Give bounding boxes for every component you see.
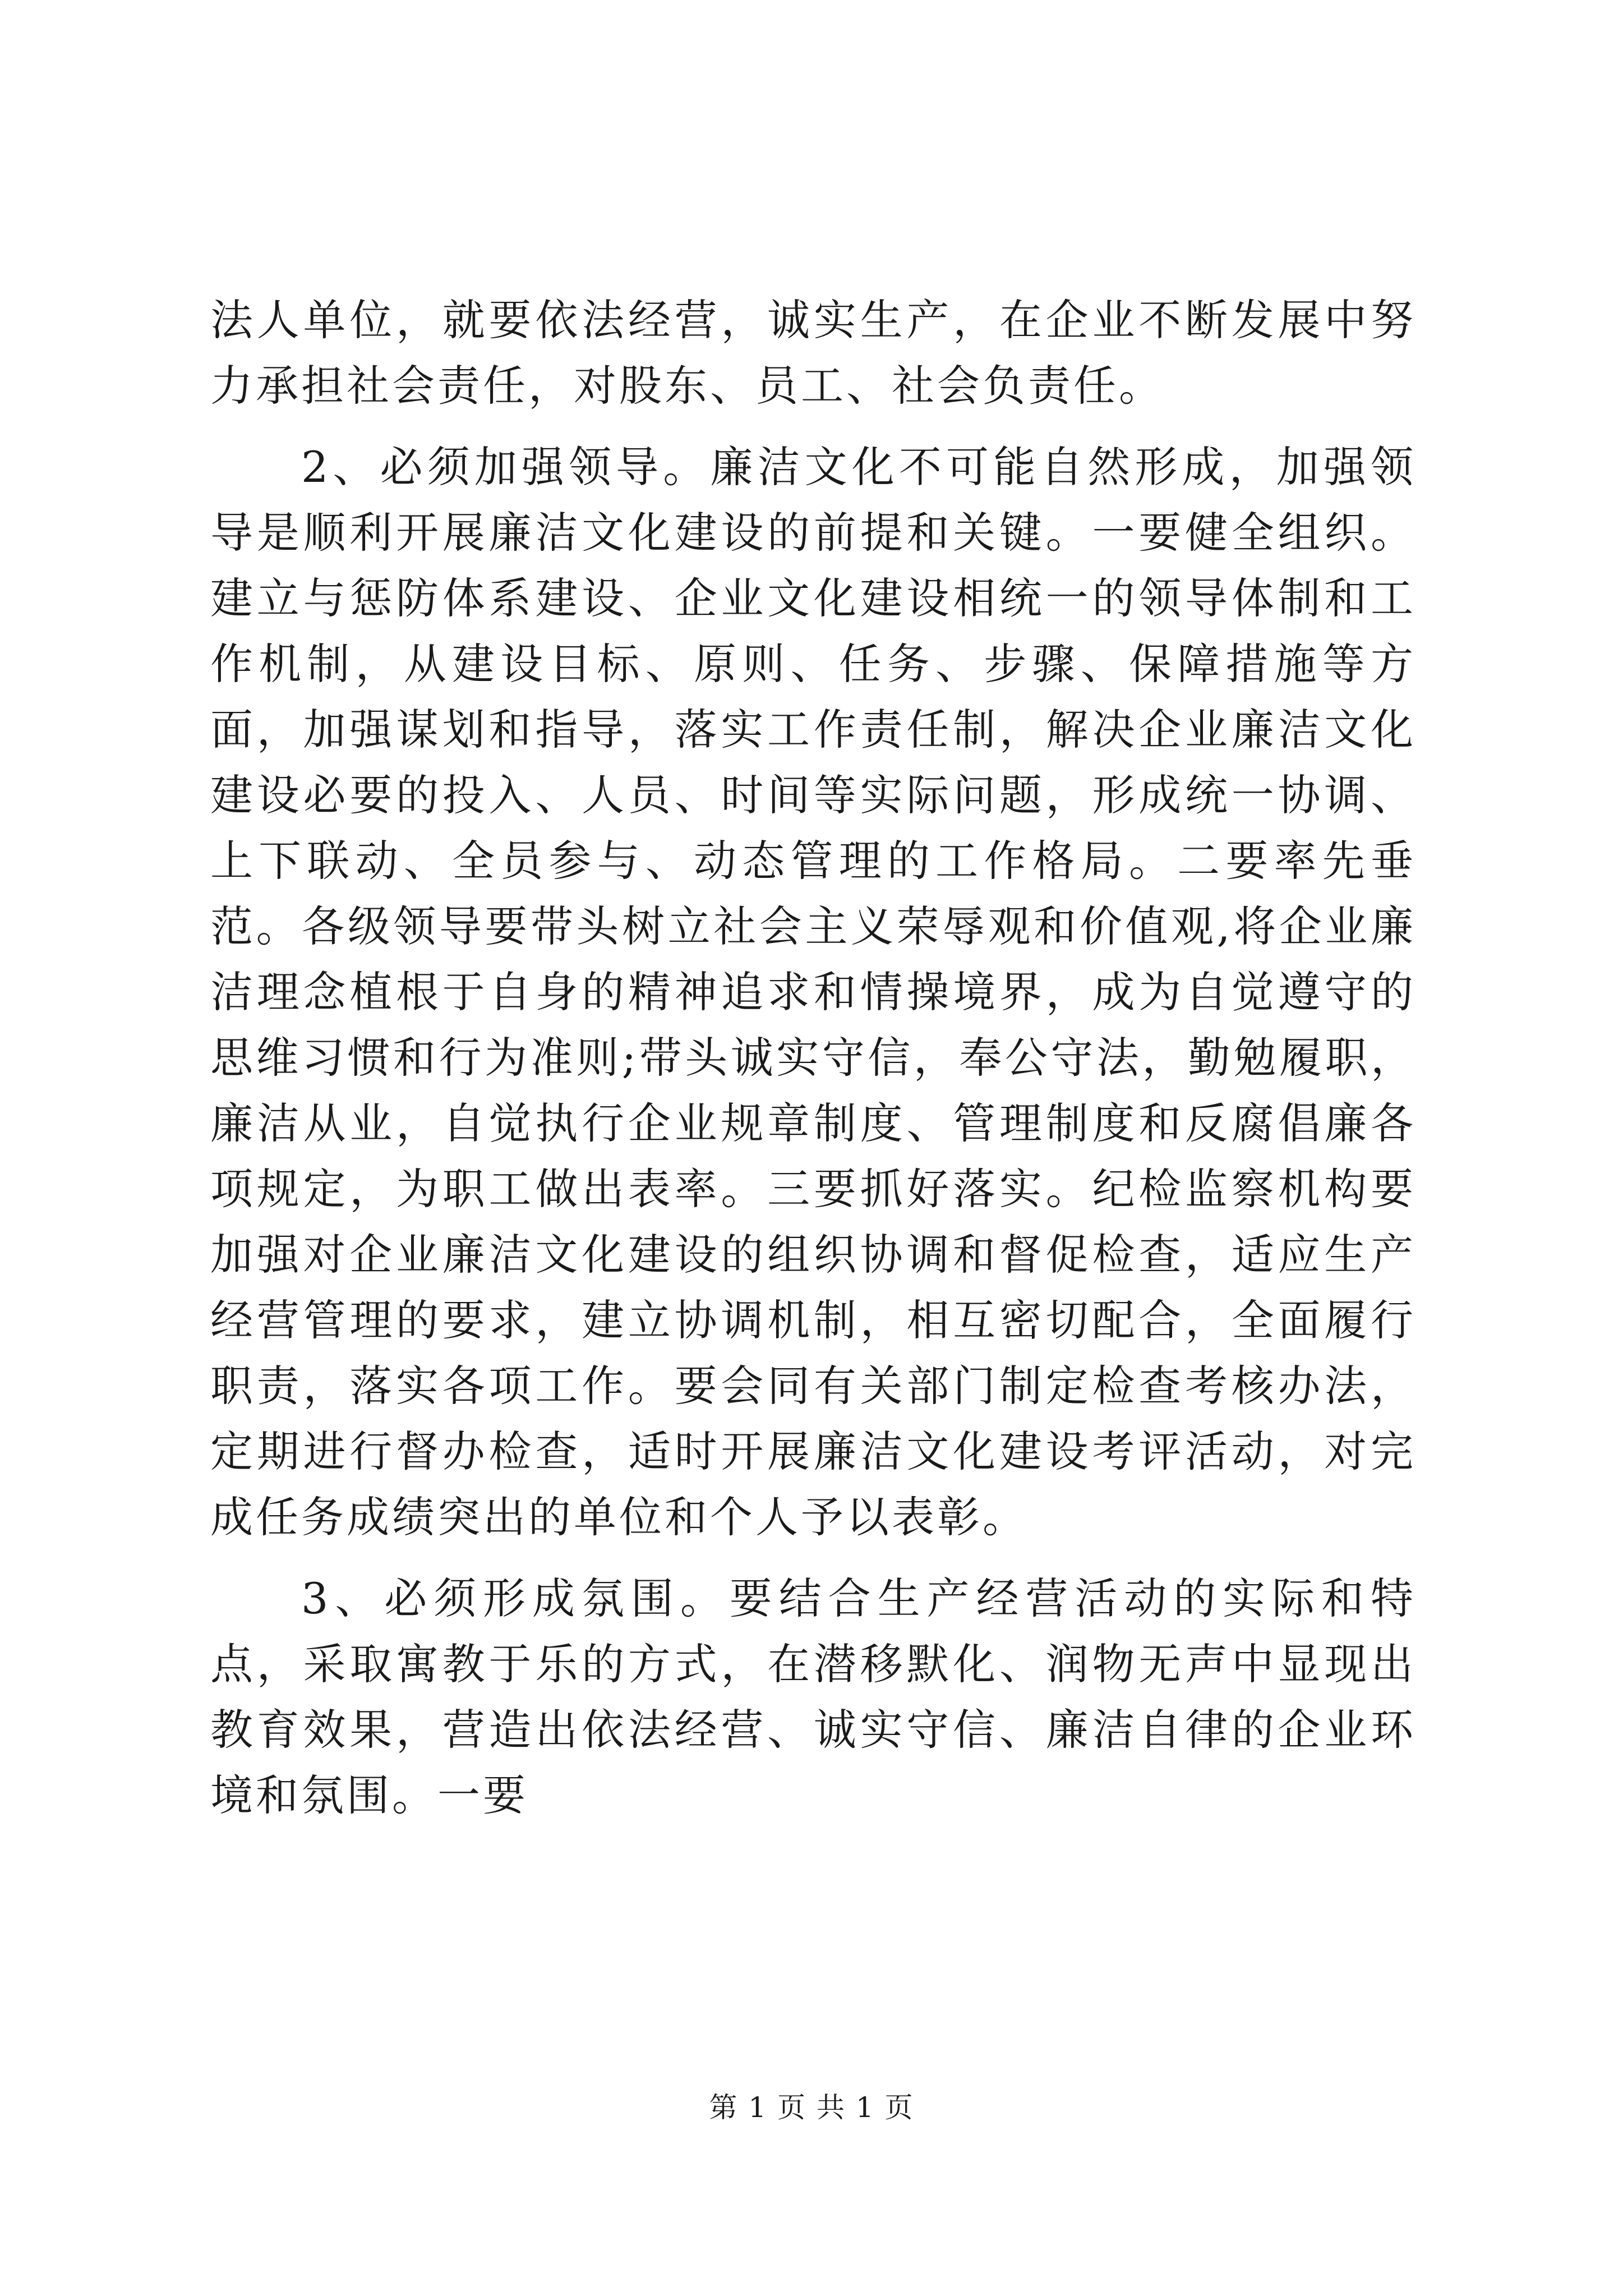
body-text — [210, 287, 1416, 1828]
paragraph-1: 法人单位，就要依法经营，诚实生产，在企业不断发展中努力承担社会责任，对股东、员工、社会负责任。 — [210, 295, 1416, 411]
paragraph-3: 3、必须形成氛围。要结合生产经营活动的实际和特点，采取寓教于乐的方式，在潜移默化、润物无声中显现出教育效果，营造出依法经营、诚实守信、廉洁自律的企业环境和氛围。一要 — [210, 1573, 1416, 1820]
page-footer: 第 1 页 共 1 页 — [709, 2091, 914, 2124]
paragraph-2: 2、必须加强领导。廉洁文化不可能自然形成，加强领导是顺利开展廉洁文化建设的前提和关键。一要健全组织。建立与惩防体系建设、企业文化建设相统一的领导体制和工作机制，从建设目标、原则、任务、步骤、保障措施等方面，加强谋划和指导，落实工作责任制，解决企业廉洁文化建设必要的投入、人员、时间等实际问题，形成统一协调、上下联动、全员参与、动态管理的工作格局。二要率先垂范。各级领导要带头树立社会主义荣辱观和价值观,将企业廉洁理念植根于自身的精神追求和情操境界，成为自觉遵守的思维习惯和行为准则;带头诚实守信，奉公守法，勤勉履职，廉洁从业，自觉执行企业规章制度、管理制度和反腐倡廉各项规定，为职工做出表率。三要抓好落实。纪检监察机构要加强对企业廉洁文化建设的组织协调和督促检查，适应生产经营管理的要求，建立协调机制，相互密切配合，全面履行职责，落实各项工作。要会同有关部门制定检查考核办法，定期进行督办检查，适时开展廉洁文化建设考评活动，对完成任务成绩突出的单位和个人予以表彰。 — [210, 442, 1416, 1542]
